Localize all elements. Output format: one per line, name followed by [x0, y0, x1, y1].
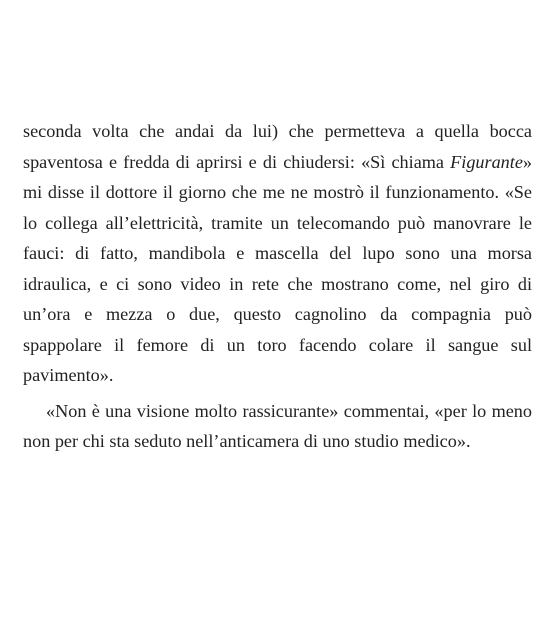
- paragraph-text: seconda volta che andai da lui) che permetteva a quella bocca spaventosa e fredda di aprirsi e di chiudersi: «Sì chiama: [23, 121, 532, 172]
- paragraph-text: «Non è una visione molto rassicurante» commentai, «per lo meno non per chi sta seduto nell’anticamera di uno studio medico».: [23, 400, 532, 451]
- italic-term: Figurante: [450, 151, 523, 172]
- paragraph-text: » mi disse il dottore il giorno che me ne mostrò il funzionamento. «Se lo collega all’elettricità, tramite un telecomando può manovrare le fauci: di fatto, mandibola e mascella del lupo sono una morsa idraulica, e ci sono video in rete che mostrano come, nel giro di un’ora e mezza o due, questo cagnolino da compagnia può spappolare il femore di un toro facendo colare il sangue sul pavimento».: [23, 151, 532, 385]
- paragraph: [23, 116, 532, 391]
- paragraph: [23, 396, 532, 457]
- document-page: [23, 116, 532, 457]
